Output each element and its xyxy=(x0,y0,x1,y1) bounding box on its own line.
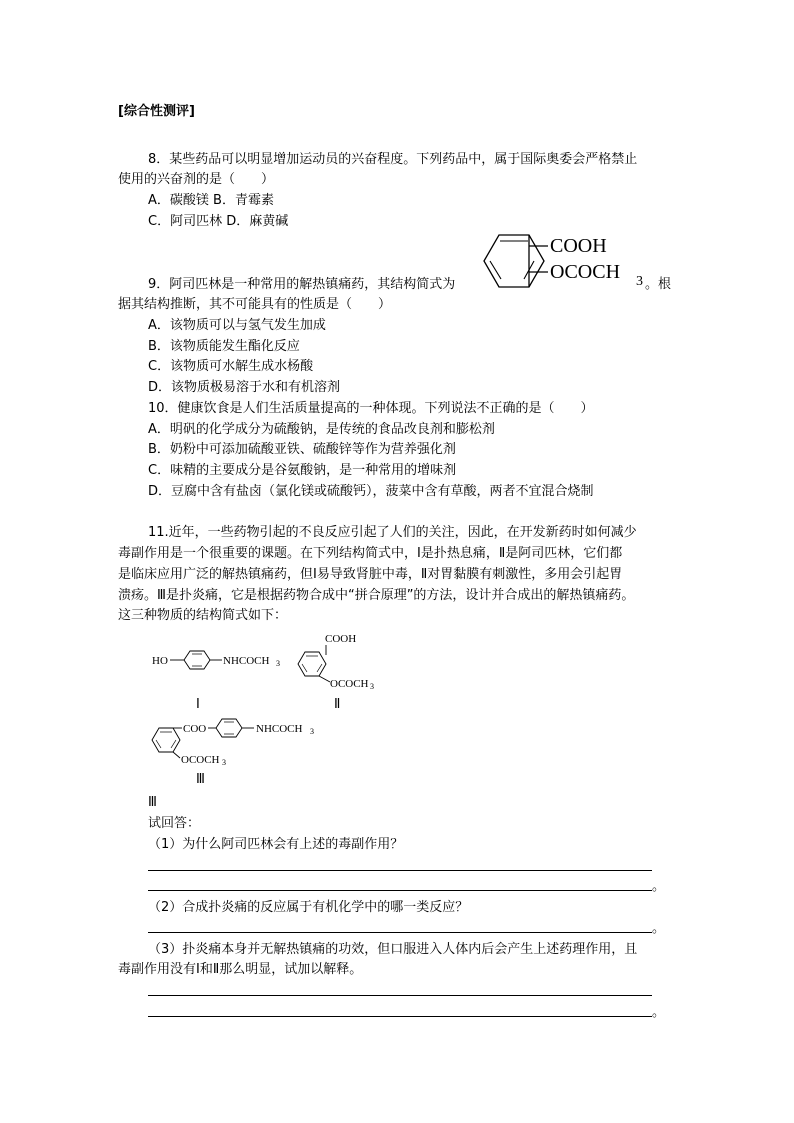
answer-line-1b[interactable] xyxy=(148,890,652,891)
s2-ococh-label: OCOCH xyxy=(330,678,369,690)
structure-1-paracetamol xyxy=(148,645,293,675)
q10-stem: 10．健康饮食是人们生活质量提高的一种体现。下列说法不正确的是（ ） xyxy=(148,401,594,416)
aspirin-ococh-label: OCOCH xyxy=(550,261,621,283)
s3-coo-label: COO xyxy=(183,723,207,735)
structure-3-benorilate xyxy=(148,717,338,767)
q11-stem-line2: 毒副作用是一个很重要的课题。在下列结构简式中，Ⅰ是扑热息痛，Ⅱ是阿司匹林，它们都 xyxy=(118,546,623,561)
answer-2-period: 。 xyxy=(652,921,666,936)
s3-nhcoch-label: NHCOCH xyxy=(256,723,303,735)
s3-subscript-b: 3 xyxy=(222,758,226,767)
answer-3-period: 。 xyxy=(652,1005,666,1020)
answer-intro: 试回答： xyxy=(148,816,201,831)
label-structure-1: Ⅰ xyxy=(196,697,200,712)
label-structure-2: Ⅱ xyxy=(334,697,341,712)
q9-option-a: A．该物质可以与氢气发生加成 xyxy=(148,318,326,333)
q8-options-ab: A．碳酸镁 B．青霉素 xyxy=(148,193,274,208)
q8-stem-line2: 使用的兴奋剂的是（ ） xyxy=(118,172,275,187)
q9-stem-line2: 据其结构推断，其不可能具有的性质是（ ） xyxy=(118,297,392,312)
q10-option-a: A．明矾的化学成分为硫酸钠，是传统的食品改良剂和膨松剂 xyxy=(148,422,495,437)
q10-option-c: C．味精的主要成分是谷氨酸钠，是一种常用的增味剂 xyxy=(148,463,457,478)
q11-stem-line1: 11.近年，一些药物引起的不良反应引起了人们的关注，因此，在开发新药时如何减少 xyxy=(148,525,637,540)
s2-subscript: 3 xyxy=(370,682,374,691)
aspirin-subscript: 3 xyxy=(636,274,643,289)
s2-cooh-label: COOH xyxy=(325,633,357,645)
q11-stem-line5: 这三种物质的结构简式如下： xyxy=(118,608,288,623)
label-structure-3: Ⅲ xyxy=(196,772,205,787)
subquestion-3-line2: 毒副作用没有Ⅰ和Ⅱ那么明显，试加以解释。 xyxy=(118,962,363,977)
q11-stem-line4: 溃疡。Ⅲ是扑炎痛，它是根据药物合成中“拼合原理”的方法，设计并合成出的解热镇痛药。 xyxy=(118,588,635,603)
q9-option-b: B．该物质能发生酯化反应 xyxy=(148,339,300,354)
q8-options-cd: C．阿司匹林 D．麻黄碱 xyxy=(148,214,289,229)
subquestion-2: （2）合成扑炎痛的反应属于有机化学中的哪一类反应？ xyxy=(148,900,469,915)
aspirin-structure xyxy=(476,230,656,292)
s1-subscript: 3 xyxy=(276,659,280,668)
q9-option-c: C．该物质可水解生成水杨酸 xyxy=(148,359,314,374)
q11-stem-line3: 是临床应用广泛的解热镇痛药，但Ⅰ易导致肾脏中毒，Ⅱ对胃黏膜有刺激性，多用会引起胃 xyxy=(118,567,623,582)
subquestion-3-line1: （3）扑炎痛本身并无解热镇痛的功效，但口服进入人体内后会产生上述药理作用，且 xyxy=(148,942,638,957)
label-structure-3-repeat: Ⅲ xyxy=(148,795,157,810)
q10-option-b: B．奶粉中可添加硫酸亚铁、硫酸锌等作为营养强化剂 xyxy=(148,442,456,457)
s3-subscript-a: 3 xyxy=(310,727,314,736)
section-title: [综合性测评] xyxy=(118,104,195,119)
q9-stem-line1-end: 。根 xyxy=(645,277,672,292)
q10-option-d: D．豆腐中含有盐卤（氯化镁或硫酸钙），菠菜中含有草酸，两者不宜混合烧制 xyxy=(148,484,594,499)
answer-1-period: 。 xyxy=(652,879,666,894)
q9-stem-line1: 9．阿司匹林是一种常用的解热镇痛药，其结构简式为 xyxy=(148,277,456,292)
q9-option-d: D．该物质极易溶于水和有机溶剂 xyxy=(148,380,341,395)
s1-ho-label: HO xyxy=(152,655,168,667)
answer-line-3a[interactable] xyxy=(148,995,652,996)
answer-line-1a[interactable] xyxy=(148,870,652,871)
s3-ococh-label: OCOCH xyxy=(181,754,220,766)
answer-line-2[interactable] xyxy=(148,932,652,933)
structure-2-aspirin xyxy=(292,628,392,692)
aspirin-cooh-label: COOH xyxy=(550,235,607,257)
answer-line-3b[interactable] xyxy=(148,1016,652,1017)
q8-stem-line1: 8．某些药品可以明显增加运动员的兴奋程度。下列药品中，属于国际奥委会严格禁止 xyxy=(148,152,638,167)
benzene-ring xyxy=(484,235,544,287)
subquestion-1: （1）为什么阿司匹林会有上述的毒副作用？ xyxy=(148,837,404,852)
s1-nhcoch-label: NHCOCH xyxy=(223,655,270,667)
